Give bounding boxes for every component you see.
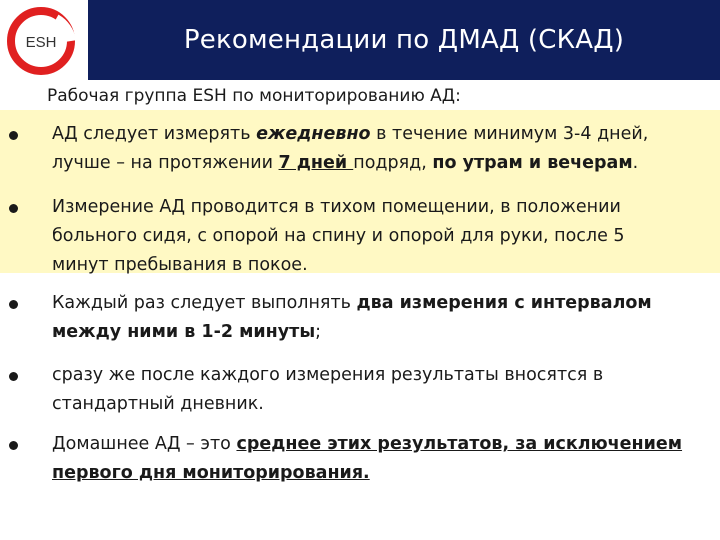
emphasis-text: ежедневно bbox=[256, 124, 371, 144]
emphasis-text: два измерения с интервалом bbox=[356, 293, 652, 313]
bullet-icon bbox=[9, 204, 18, 213]
text-span: Домашнее АД – это bbox=[52, 434, 237, 454]
text-span: в течение минимум 3-4 дней, bbox=[370, 124, 649, 144]
text-span: подряд, bbox=[353, 153, 433, 173]
bullet-icon bbox=[9, 441, 18, 450]
list-item-text bbox=[52, 193, 712, 280]
text-line: сразу же после каждого измерения результаты вносятся в bbox=[52, 365, 604, 385]
emphasis-text: первого дня мониторирования. bbox=[52, 463, 370, 483]
text-line: больного сидя, с опорой на спину и опорой для руки, после 5 bbox=[52, 226, 625, 246]
list-item-text bbox=[52, 289, 712, 347]
text-span: . bbox=[632, 153, 639, 173]
bullet-icon bbox=[9, 372, 18, 381]
list-item-text bbox=[52, 361, 712, 419]
text-span: Каждый раз следует выполнять bbox=[52, 293, 357, 313]
logo-text: ESH bbox=[25, 34, 57, 51]
emphasis-text: среднее этих результатов, за исключением bbox=[236, 434, 683, 454]
emphasis-text: между ними в 1-2 минуты bbox=[52, 322, 316, 342]
emphasis-text: по утрам и вечерам bbox=[432, 153, 633, 173]
text-span: АД следует измерять bbox=[52, 124, 257, 144]
emphasis-text: 7 дней bbox=[278, 153, 354, 173]
text-line: Измерение АД проводится в тихом помещении, в положении bbox=[52, 197, 621, 217]
subtitle: Рабочая группа ESH по мониторированию АД: bbox=[47, 86, 461, 106]
bullet-icon bbox=[9, 300, 18, 309]
text-line bbox=[52, 430, 712, 459]
text-line bbox=[52, 289, 712, 318]
esh-logo bbox=[4, 4, 78, 78]
list-item-text bbox=[52, 120, 712, 178]
text-line: стандартный дневник. bbox=[52, 394, 264, 414]
bullet-icon bbox=[9, 131, 18, 140]
text-line bbox=[52, 318, 712, 347]
title-bar bbox=[88, 0, 720, 80]
text-span: ; bbox=[315, 322, 322, 342]
logo-container bbox=[0, 0, 88, 80]
text-line bbox=[52, 459, 712, 488]
slide-title: Рекомендации по ДМАД (СКАД) bbox=[183, 25, 625, 55]
list-item-text bbox=[52, 430, 712, 488]
text-line: минут пребывания в покое. bbox=[52, 255, 308, 275]
text-line bbox=[52, 149, 712, 178]
text-line bbox=[52, 120, 712, 149]
slide-header bbox=[0, 0, 720, 80]
text-span: лучше – на протяжении bbox=[52, 153, 279, 173]
